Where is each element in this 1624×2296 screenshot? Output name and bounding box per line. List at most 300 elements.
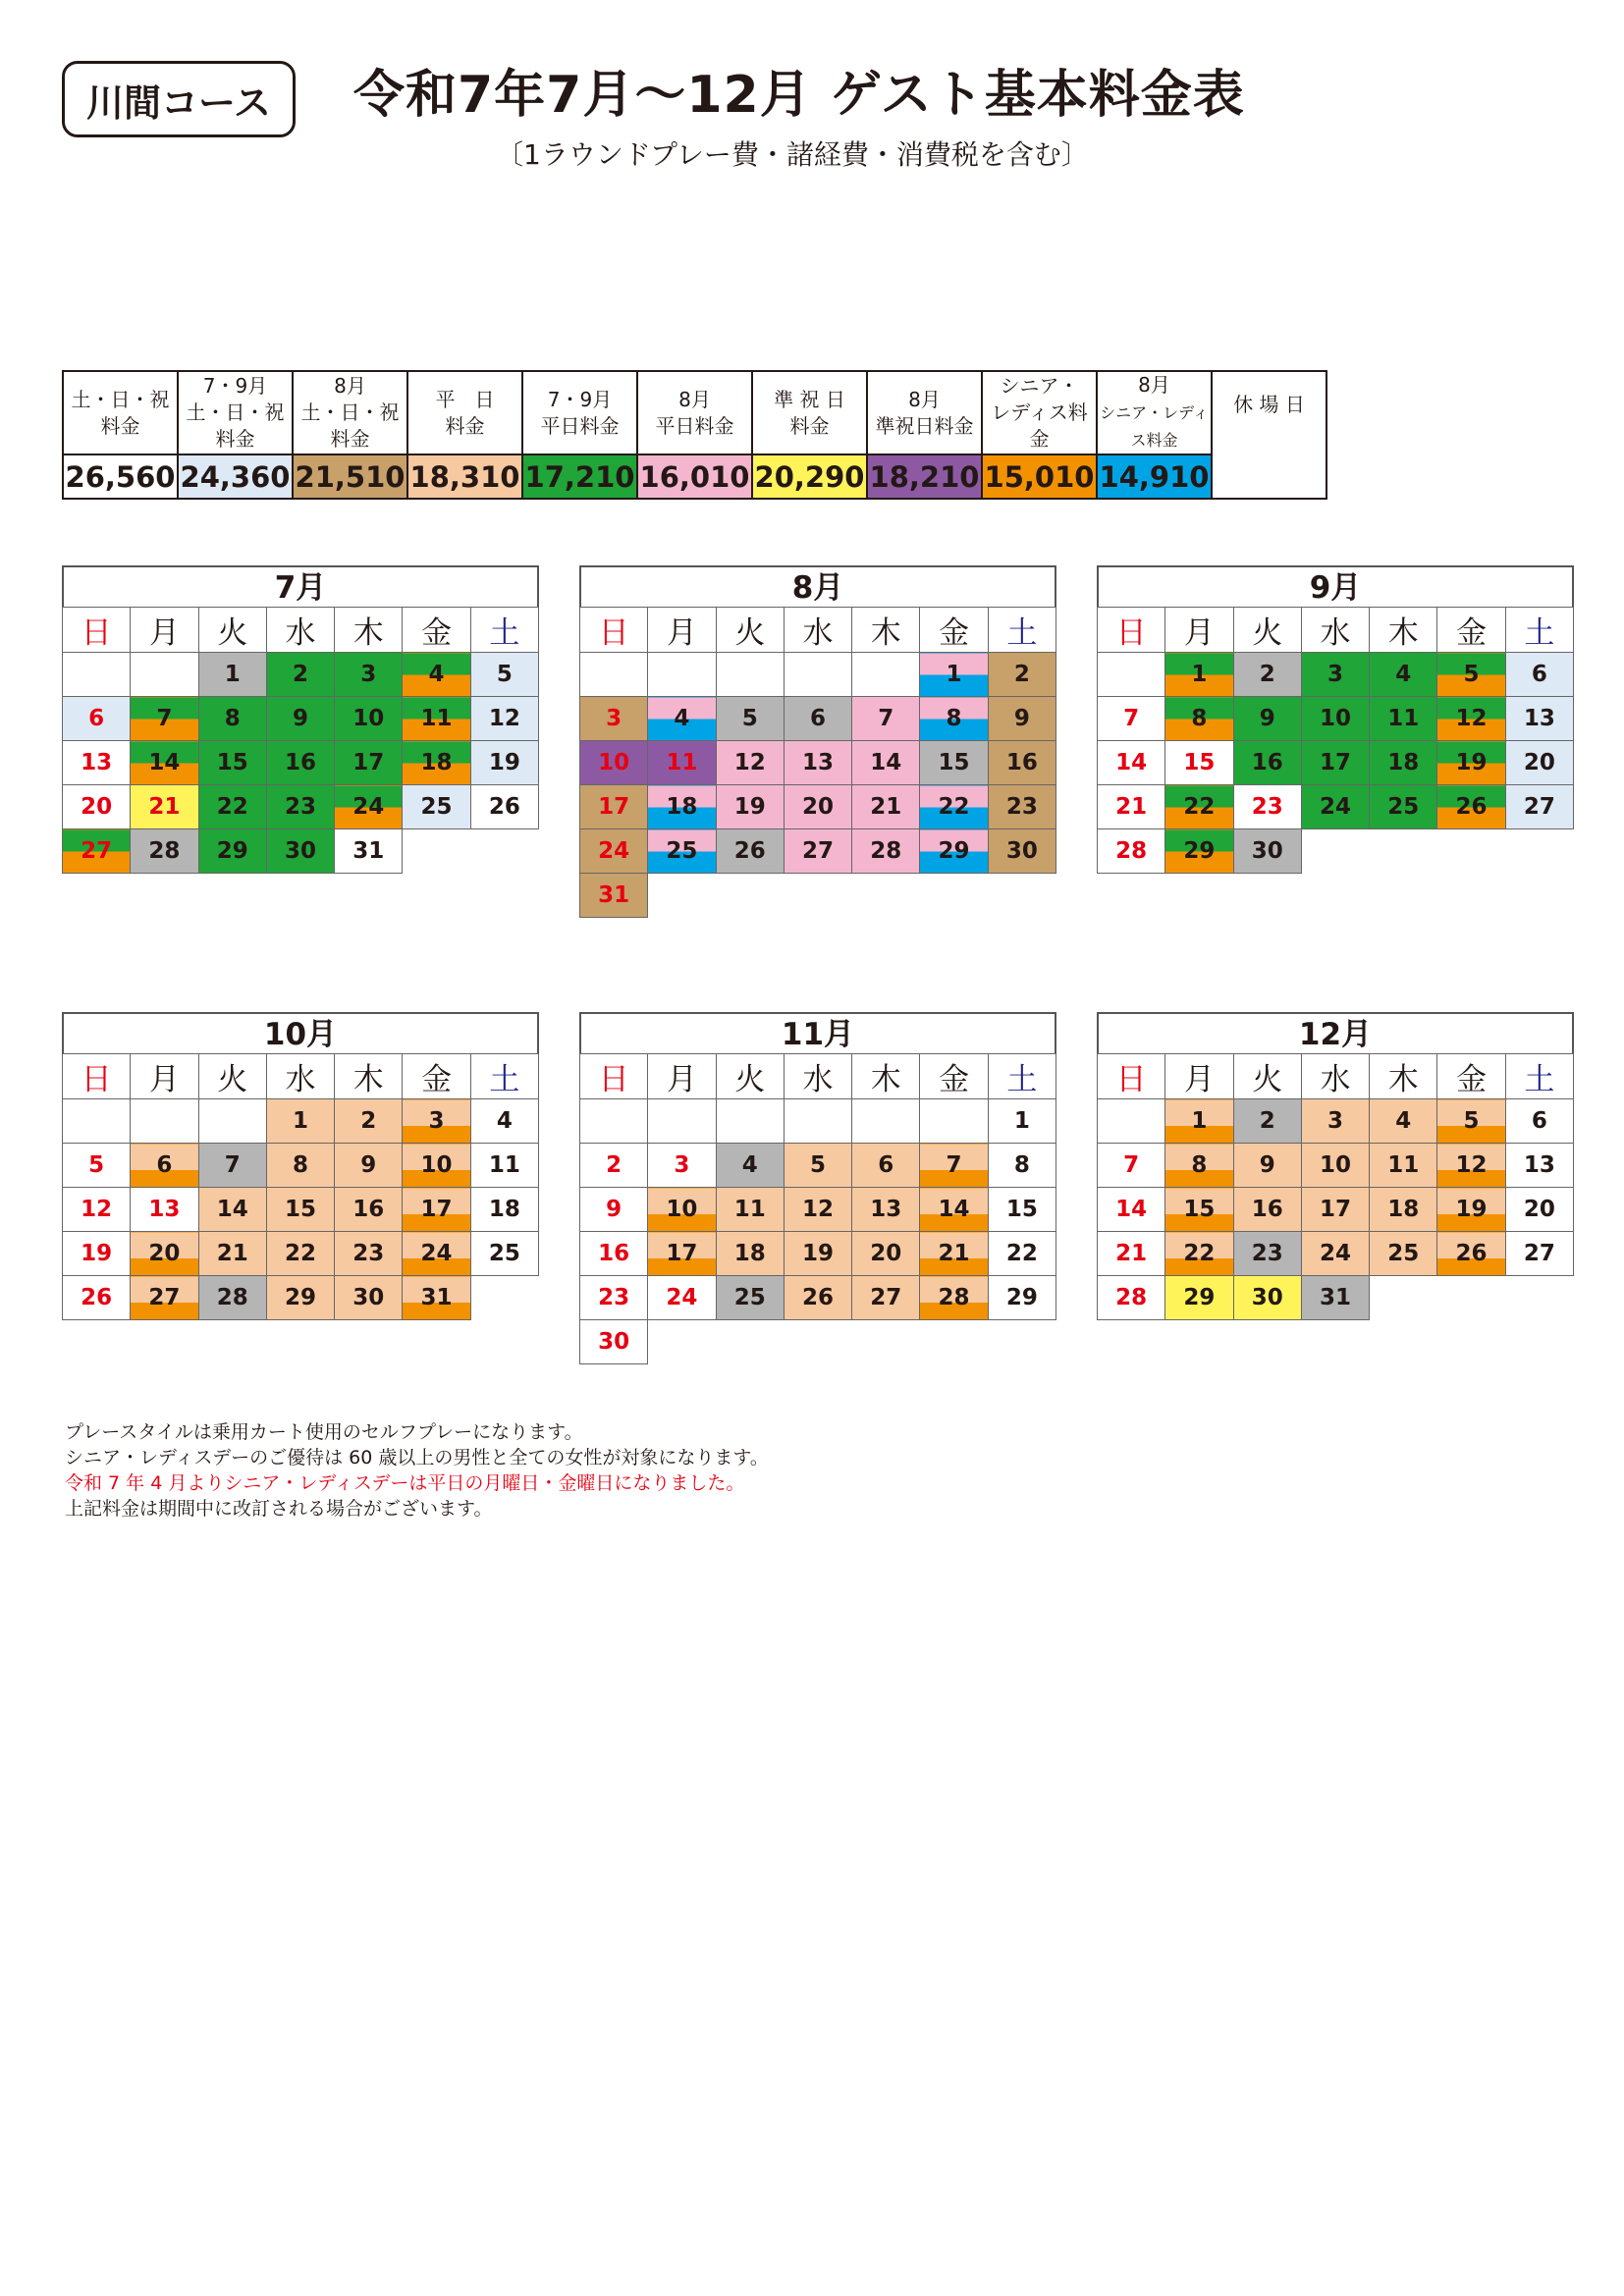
day-cell: 2 bbox=[988, 653, 1056, 697]
week-row bbox=[1098, 1099, 1574, 1144]
day-cell: 1 bbox=[1165, 1099, 1233, 1144]
blank-cell bbox=[988, 1320, 1056, 1364]
week-row bbox=[580, 653, 1056, 697]
day-cell: 6 bbox=[852, 1144, 920, 1188]
day-cell: 17 bbox=[1301, 1188, 1369, 1232]
day-cell: 25 bbox=[648, 829, 716, 874]
day-cell: 30 bbox=[1233, 1276, 1301, 1320]
week-row bbox=[1098, 697, 1574, 741]
legend-price: 21,510 bbox=[293, 454, 407, 499]
day-cell: 25 bbox=[1370, 1232, 1437, 1276]
day-cell: 8 bbox=[198, 697, 266, 741]
day-cell: 20 bbox=[131, 1232, 198, 1276]
legend-label: 平 日 料金 bbox=[407, 371, 522, 454]
day-cell: 17 bbox=[648, 1232, 716, 1276]
blank-cell bbox=[920, 874, 988, 918]
blank-cell bbox=[1370, 1276, 1437, 1320]
day-cell: 3 bbox=[580, 697, 648, 741]
week-row bbox=[63, 697, 539, 741]
day-cell: 7 bbox=[198, 1144, 266, 1188]
blank-cell bbox=[784, 874, 851, 918]
day-cell: 26 bbox=[470, 785, 538, 829]
empty-day bbox=[131, 1099, 198, 1144]
weekday-header: 水 bbox=[266, 1054, 334, 1099]
weekday-header: 土 bbox=[1505, 1054, 1573, 1099]
blank-cell bbox=[648, 874, 716, 918]
day-cell: 11 bbox=[470, 1144, 538, 1188]
day-cell: 16 bbox=[580, 1232, 648, 1276]
day-cell: 29 bbox=[1165, 829, 1233, 874]
course-badge: 川間コース bbox=[62, 61, 296, 137]
weekday-header: 水 bbox=[784, 608, 851, 653]
day-cell: 11 bbox=[1370, 1144, 1437, 1188]
day-cell: 24 bbox=[335, 785, 403, 829]
blank-cell bbox=[716, 874, 784, 918]
day-cell: 24 bbox=[648, 1276, 716, 1320]
day-cell: 31 bbox=[403, 1276, 470, 1320]
week-row bbox=[580, 1232, 1056, 1276]
empty-day bbox=[63, 653, 131, 697]
week-row bbox=[63, 1276, 539, 1320]
day-cell: 19 bbox=[784, 1232, 851, 1276]
weekday-header: 月 bbox=[131, 1054, 198, 1099]
week-row bbox=[1098, 1144, 1574, 1188]
day-cell: 24 bbox=[1301, 1232, 1369, 1276]
weekday-header: 土 bbox=[988, 608, 1056, 653]
week-row bbox=[580, 1320, 1056, 1364]
day-cell: 12 bbox=[1437, 697, 1505, 741]
legend-label: 7・9月 土・日・祝料金 bbox=[178, 371, 293, 454]
month-title: 10月 bbox=[62, 1012, 539, 1053]
day-cell: 15 bbox=[920, 741, 988, 785]
day-cell: 2 bbox=[335, 1099, 403, 1144]
price-legend bbox=[62, 370, 1327, 500]
day-cell: 20 bbox=[784, 785, 851, 829]
empty-day bbox=[1098, 653, 1165, 697]
empty-day bbox=[580, 1099, 648, 1144]
weekday-header: 金 bbox=[1437, 608, 1505, 653]
day-cell: 2 bbox=[580, 1144, 648, 1188]
weekday-header: 金 bbox=[920, 1054, 988, 1099]
day-cell: 13 bbox=[1505, 697, 1573, 741]
day-cell: 21 bbox=[131, 785, 198, 829]
day-cell: 5 bbox=[1437, 1099, 1505, 1144]
day-cell: 23 bbox=[988, 785, 1056, 829]
month-title: 9月 bbox=[1097, 565, 1574, 607]
day-cell: 3 bbox=[648, 1144, 716, 1188]
empty-day bbox=[198, 1099, 266, 1144]
month-title: 8月 bbox=[579, 565, 1056, 607]
legend-value-row bbox=[63, 454, 1326, 499]
day-cell: 11 bbox=[648, 741, 716, 785]
day-cell: 8 bbox=[920, 697, 988, 741]
day-cell: 11 bbox=[403, 697, 470, 741]
weekday-row bbox=[580, 1054, 1056, 1099]
day-cell: 17 bbox=[403, 1188, 470, 1232]
week-row bbox=[1098, 653, 1574, 697]
empty-day bbox=[784, 1099, 851, 1144]
calendar-grid bbox=[579, 1053, 1056, 1364]
weekday-header: 木 bbox=[852, 608, 920, 653]
day-cell: 15 bbox=[1165, 1188, 1233, 1232]
weekday-header: 日 bbox=[580, 608, 648, 653]
day-cell: 9 bbox=[266, 697, 334, 741]
day-cell: 11 bbox=[1370, 697, 1437, 741]
weekday-header: 水 bbox=[266, 608, 334, 653]
day-cell: 27 bbox=[852, 1276, 920, 1320]
page-title: 令和7年7月～12月 ゲスト基本料金表 bbox=[353, 66, 1245, 125]
day-cell: 7 bbox=[920, 1144, 988, 1188]
empty-day bbox=[1098, 1099, 1165, 1144]
day-cell: 25 bbox=[470, 1232, 538, 1276]
blank-cell bbox=[1301, 829, 1369, 874]
day-cell: 22 bbox=[198, 785, 266, 829]
day-cell: 27 bbox=[131, 1276, 198, 1320]
day-cell: 10 bbox=[648, 1188, 716, 1232]
day-cell: 25 bbox=[1370, 785, 1437, 829]
month-title: 12月 bbox=[1097, 1012, 1574, 1053]
empty-day bbox=[716, 653, 784, 697]
weekday-row bbox=[1098, 1054, 1574, 1099]
day-cell: 14 bbox=[1098, 1188, 1165, 1232]
legend-price: 15,010 bbox=[982, 454, 1097, 499]
day-cell: 10 bbox=[403, 1144, 470, 1188]
day-cell: 11 bbox=[716, 1188, 784, 1232]
week-row bbox=[580, 1099, 1056, 1144]
day-cell: 10 bbox=[1301, 1144, 1369, 1188]
legend-price: 17,210 bbox=[522, 454, 637, 499]
blank-cell bbox=[1437, 829, 1505, 874]
weekday-row bbox=[1098, 608, 1574, 653]
day-cell: 4 bbox=[470, 1099, 538, 1144]
day-cell: 16 bbox=[988, 741, 1056, 785]
day-cell: 29 bbox=[988, 1276, 1056, 1320]
weekday-row bbox=[63, 608, 539, 653]
weekday-header: 月 bbox=[1165, 608, 1233, 653]
day-cell: 12 bbox=[784, 1188, 851, 1232]
weekday-header: 月 bbox=[648, 1054, 716, 1099]
legend-price: 18,310 bbox=[407, 454, 522, 499]
weekday-header: 金 bbox=[403, 1054, 470, 1099]
weekday-header: 火 bbox=[198, 608, 266, 653]
weekday-header: 月 bbox=[648, 608, 716, 653]
day-cell: 29 bbox=[198, 829, 266, 874]
day-cell: 10 bbox=[1301, 697, 1369, 741]
day-cell: 9 bbox=[335, 1144, 403, 1188]
day-cell: 2 bbox=[1233, 1099, 1301, 1144]
blank-cell bbox=[470, 829, 538, 874]
week-row bbox=[1098, 785, 1574, 829]
weekday-header: 水 bbox=[1301, 608, 1369, 653]
day-cell: 6 bbox=[1505, 653, 1573, 697]
day-cell: 14 bbox=[198, 1188, 266, 1232]
weekday-header: 日 bbox=[1098, 1054, 1165, 1099]
day-cell: 2 bbox=[1233, 653, 1301, 697]
day-cell: 21 bbox=[1098, 785, 1165, 829]
day-cell: 22 bbox=[1165, 785, 1233, 829]
day-cell: 20 bbox=[63, 785, 131, 829]
day-cell: 13 bbox=[63, 741, 131, 785]
day-cell: 13 bbox=[1505, 1144, 1573, 1188]
day-cell: 9 bbox=[1233, 1144, 1301, 1188]
day-cell: 1 bbox=[988, 1099, 1056, 1144]
day-cell: 20 bbox=[852, 1232, 920, 1276]
weekday-row bbox=[63, 1054, 539, 1099]
day-cell: 31 bbox=[580, 874, 648, 918]
day-cell: 30 bbox=[335, 1276, 403, 1320]
day-cell: 22 bbox=[1165, 1232, 1233, 1276]
note-line-highlight: 令和 7 年 4 月よりシニア・レディスデーは平日の月曜日・金曜日になりました。 bbox=[65, 1472, 745, 1494]
day-cell: 12 bbox=[470, 697, 538, 741]
month-title: 7月 bbox=[62, 565, 539, 607]
week-row bbox=[63, 1188, 539, 1232]
day-cell: 28 bbox=[852, 829, 920, 874]
day-cell: 4 bbox=[1370, 653, 1437, 697]
day-cell: 5 bbox=[470, 653, 538, 697]
day-cell: 5 bbox=[784, 1144, 851, 1188]
day-cell: 2 bbox=[266, 653, 334, 697]
day-cell: 16 bbox=[1233, 1188, 1301, 1232]
day-cell: 4 bbox=[648, 697, 716, 741]
day-cell: 23 bbox=[1233, 785, 1301, 829]
week-row bbox=[580, 829, 1056, 874]
blank-cell bbox=[1505, 829, 1573, 874]
legend-price: 26,560 bbox=[63, 454, 178, 499]
week-row bbox=[63, 1232, 539, 1276]
legend-label: 7・9月 平日料金 bbox=[522, 371, 637, 454]
blank-cell bbox=[1505, 1276, 1573, 1320]
week-row bbox=[63, 741, 539, 785]
day-cell: 22 bbox=[988, 1232, 1056, 1276]
weekday-header: 月 bbox=[131, 608, 198, 653]
day-cell: 21 bbox=[852, 785, 920, 829]
legend-label: シニア・ レディス料金 bbox=[982, 371, 1097, 454]
day-cell: 30 bbox=[580, 1320, 648, 1364]
day-cell: 4 bbox=[403, 653, 470, 697]
day-cell: 15 bbox=[266, 1188, 334, 1232]
weekday-header: 火 bbox=[198, 1054, 266, 1099]
day-cell: 1 bbox=[266, 1099, 334, 1144]
week-row bbox=[580, 1276, 1056, 1320]
weekday-header: 木 bbox=[1370, 608, 1437, 653]
day-cell: 13 bbox=[784, 741, 851, 785]
day-cell: 9 bbox=[988, 697, 1056, 741]
blank-cell bbox=[852, 1320, 920, 1364]
day-cell: 9 bbox=[1233, 697, 1301, 741]
weekday-header: 日 bbox=[580, 1054, 648, 1099]
day-cell: 21 bbox=[920, 1232, 988, 1276]
day-cell: 30 bbox=[988, 829, 1056, 874]
weekday-header: 日 bbox=[63, 608, 131, 653]
day-cell: 1 bbox=[920, 653, 988, 697]
day-cell: 6 bbox=[784, 697, 851, 741]
day-cell: 16 bbox=[335, 1188, 403, 1232]
week-row bbox=[580, 785, 1056, 829]
blank-cell bbox=[988, 874, 1056, 918]
day-cell: 22 bbox=[266, 1232, 334, 1276]
empty-day bbox=[920, 1099, 988, 1144]
calendar-grid bbox=[1097, 1053, 1574, 1320]
day-cell: 1 bbox=[1165, 653, 1233, 697]
day-cell: 10 bbox=[335, 697, 403, 741]
note-line: シニア・レディスデーのご優待は 60 歳以上の男性と全ての女性が対象になります。 bbox=[65, 1447, 769, 1468]
day-cell: 9 bbox=[580, 1188, 648, 1232]
day-cell: 24 bbox=[580, 829, 648, 874]
weekday-header: 土 bbox=[470, 1054, 538, 1099]
day-cell: 29 bbox=[266, 1276, 334, 1320]
calendar-october bbox=[62, 1012, 539, 1320]
day-cell: 8 bbox=[1165, 697, 1233, 741]
legend-label-closed: 休 場 日 bbox=[1212, 371, 1326, 499]
footnotes bbox=[65, 1419, 769, 1522]
day-cell: 23 bbox=[335, 1232, 403, 1276]
day-cell: 18 bbox=[1370, 1188, 1437, 1232]
day-cell: 3 bbox=[1301, 1099, 1369, 1144]
day-cell: 7 bbox=[1098, 1144, 1165, 1188]
empty-day bbox=[648, 1099, 716, 1144]
weekday-header: 土 bbox=[470, 608, 538, 653]
day-cell: 31 bbox=[1301, 1276, 1369, 1320]
day-cell: 14 bbox=[131, 741, 198, 785]
day-cell: 17 bbox=[335, 741, 403, 785]
week-row bbox=[1098, 741, 1574, 785]
weekday-header: 金 bbox=[920, 608, 988, 653]
week-row bbox=[63, 1099, 539, 1144]
blank-cell bbox=[784, 1320, 851, 1364]
day-cell: 14 bbox=[852, 741, 920, 785]
calendar-grid bbox=[1097, 607, 1574, 874]
calendar-grid bbox=[62, 607, 539, 874]
day-cell: 23 bbox=[266, 785, 334, 829]
week-row bbox=[580, 741, 1056, 785]
day-cell: 20 bbox=[1505, 741, 1573, 785]
week-row bbox=[63, 653, 539, 697]
legend-price: 24,360 bbox=[178, 454, 293, 499]
day-cell: 19 bbox=[470, 741, 538, 785]
weekday-header: 日 bbox=[63, 1054, 131, 1099]
empty-day bbox=[852, 653, 920, 697]
day-cell: 27 bbox=[1505, 785, 1573, 829]
legend-label: 8月 土・日・祝料金 bbox=[293, 371, 407, 454]
day-cell: 18 bbox=[648, 785, 716, 829]
legend-label: 8月 シニア・レディス料金 bbox=[1097, 371, 1212, 454]
day-cell: 27 bbox=[63, 829, 131, 874]
empty-day bbox=[580, 653, 648, 697]
legend-label: 8月 平日料金 bbox=[637, 371, 752, 454]
day-cell: 7 bbox=[1098, 697, 1165, 741]
weekday-header: 木 bbox=[852, 1054, 920, 1099]
day-cell: 14 bbox=[920, 1188, 988, 1232]
blank-cell bbox=[852, 874, 920, 918]
legend-header-row bbox=[63, 371, 1326, 454]
day-cell: 6 bbox=[131, 1144, 198, 1188]
day-cell: 6 bbox=[63, 697, 131, 741]
blank-cell bbox=[470, 1276, 538, 1320]
day-cell: 7 bbox=[852, 697, 920, 741]
empty-day bbox=[716, 1099, 784, 1144]
day-cell: 17 bbox=[1301, 741, 1369, 785]
week-row bbox=[580, 1144, 1056, 1188]
day-cell: 26 bbox=[63, 1276, 131, 1320]
day-cell: 30 bbox=[266, 829, 334, 874]
empty-day bbox=[131, 653, 198, 697]
day-cell: 4 bbox=[716, 1144, 784, 1188]
day-cell: 8 bbox=[266, 1144, 334, 1188]
legend-price: 18,210 bbox=[867, 454, 982, 499]
day-cell: 25 bbox=[403, 785, 470, 829]
week-row bbox=[580, 874, 1056, 918]
day-cell: 13 bbox=[131, 1188, 198, 1232]
day-cell: 5 bbox=[716, 697, 784, 741]
calendar-november bbox=[579, 1012, 1056, 1364]
day-cell: 3 bbox=[403, 1099, 470, 1144]
day-cell: 10 bbox=[580, 741, 648, 785]
weekday-header: 金 bbox=[403, 608, 470, 653]
day-cell: 15 bbox=[988, 1188, 1056, 1232]
week-row bbox=[1098, 829, 1574, 874]
day-cell: 27 bbox=[1505, 1232, 1573, 1276]
day-cell: 19 bbox=[716, 785, 784, 829]
weekday-row bbox=[580, 608, 1056, 653]
day-cell: 17 bbox=[580, 785, 648, 829]
calendar-july bbox=[62, 565, 539, 874]
day-cell: 26 bbox=[716, 829, 784, 874]
weekday-header: 日 bbox=[1098, 608, 1165, 653]
day-cell: 24 bbox=[403, 1232, 470, 1276]
calendar-december bbox=[1097, 1012, 1574, 1320]
day-cell: 28 bbox=[131, 829, 198, 874]
day-cell: 16 bbox=[266, 741, 334, 785]
weekday-header: 火 bbox=[1233, 608, 1301, 653]
day-cell: 19 bbox=[1437, 1188, 1505, 1232]
weekday-header: 火 bbox=[716, 1054, 784, 1099]
empty-day bbox=[648, 653, 716, 697]
week-row bbox=[1098, 1276, 1574, 1320]
day-cell: 3 bbox=[1301, 653, 1369, 697]
legend-price: 16,010 bbox=[637, 454, 752, 499]
week-row bbox=[580, 697, 1056, 741]
day-cell: 7 bbox=[131, 697, 198, 741]
day-cell: 3 bbox=[335, 653, 403, 697]
day-cell: 29 bbox=[1165, 1276, 1233, 1320]
day-cell: 24 bbox=[1301, 785, 1369, 829]
page-subtitle: 〔1ラウンドプレー費・諸経費・消費税を含む〕 bbox=[496, 138, 1089, 171]
calendar-september bbox=[1097, 565, 1574, 874]
day-cell: 15 bbox=[1165, 741, 1233, 785]
day-cell: 25 bbox=[716, 1276, 784, 1320]
weekday-header: 土 bbox=[988, 1054, 1056, 1099]
blank-cell bbox=[1437, 1276, 1505, 1320]
day-cell: 13 bbox=[852, 1188, 920, 1232]
day-cell: 4 bbox=[1370, 1099, 1437, 1144]
day-cell: 30 bbox=[1233, 829, 1301, 874]
week-row bbox=[1098, 1232, 1574, 1276]
blank-cell bbox=[920, 1320, 988, 1364]
blank-cell bbox=[1370, 829, 1437, 874]
day-cell: 12 bbox=[716, 741, 784, 785]
day-cell: 23 bbox=[1233, 1232, 1301, 1276]
week-row bbox=[63, 1144, 539, 1188]
day-cell: 8 bbox=[988, 1144, 1056, 1188]
day-cell: 31 bbox=[335, 829, 403, 874]
day-cell: 8 bbox=[1165, 1144, 1233, 1188]
legend-label: 8月 準祝日料金 bbox=[867, 371, 982, 454]
day-cell: 28 bbox=[1098, 829, 1165, 874]
day-cell: 1 bbox=[198, 653, 266, 697]
day-cell: 6 bbox=[1505, 1099, 1573, 1144]
day-cell: 21 bbox=[198, 1232, 266, 1276]
blank-cell bbox=[648, 1320, 716, 1364]
